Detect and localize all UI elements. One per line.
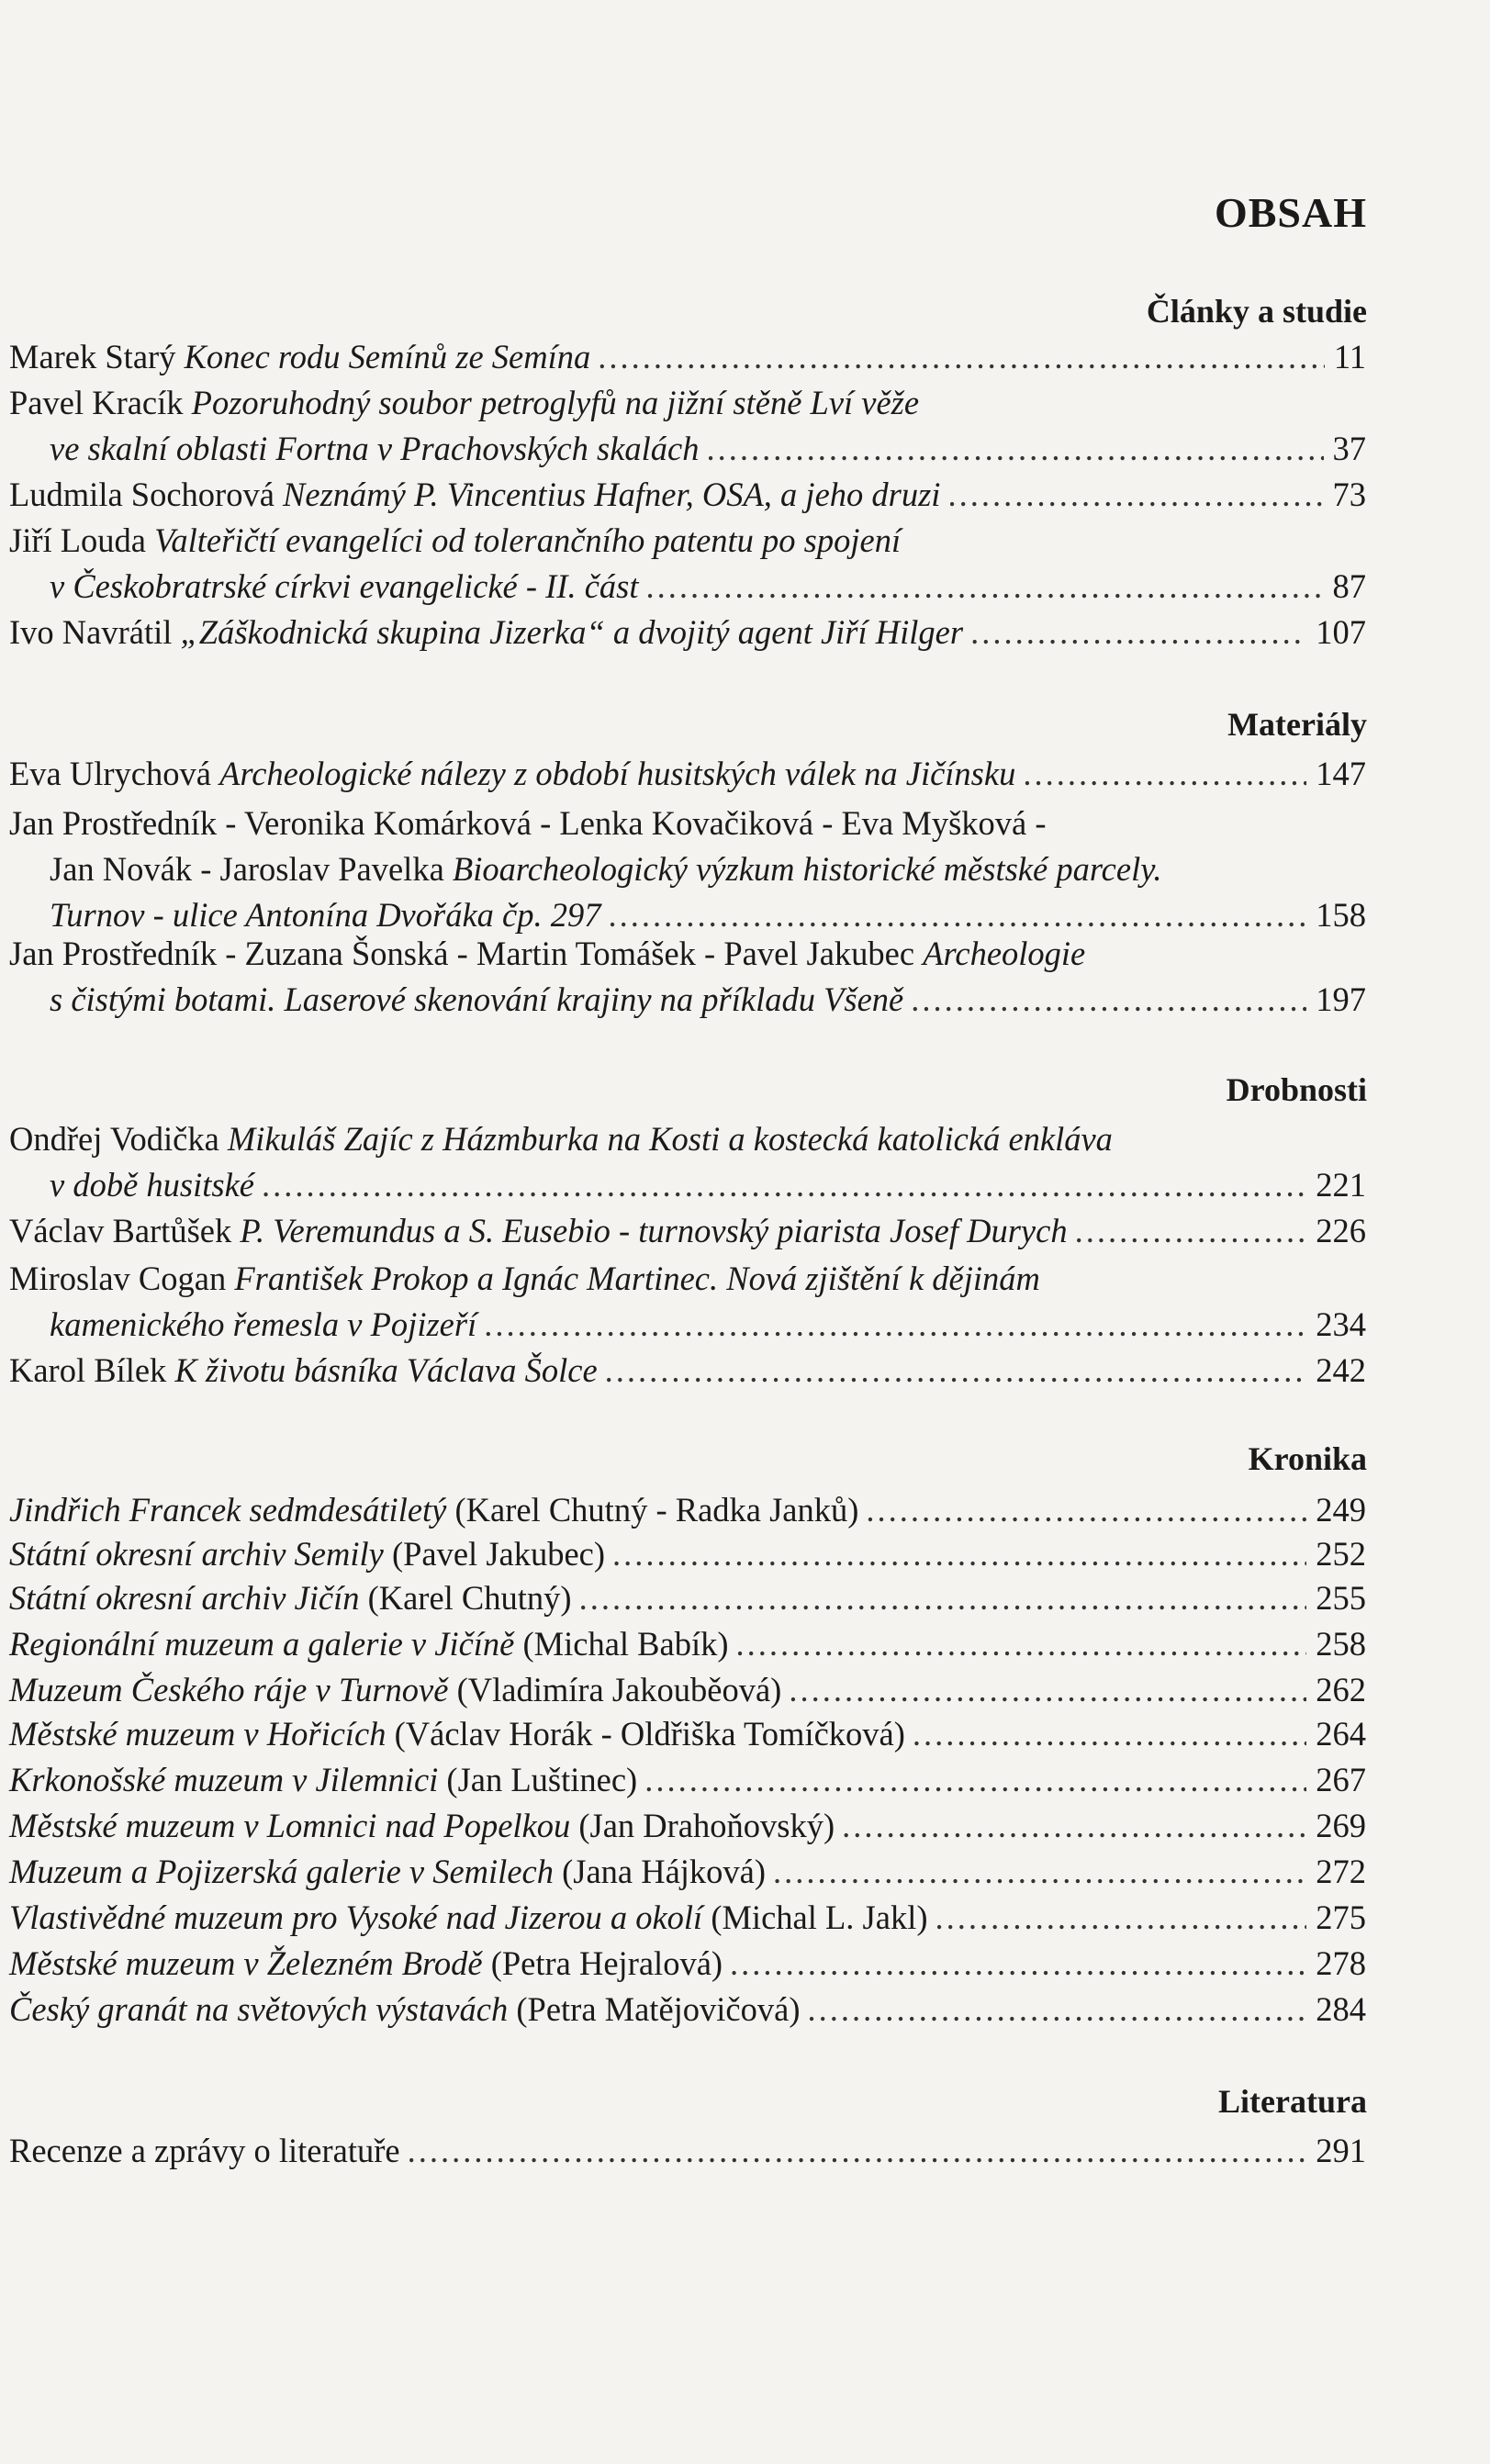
entry-author: (Michal L. Jakl) <box>702 1898 928 1936</box>
entry-page: 158 <box>1316 896 1366 934</box>
entry-author: Václav Bartůšek <box>9 1212 241 1249</box>
toc-entry-24 <box>9 1987 1366 2033</box>
toc-entry-5 <box>9 610 1366 655</box>
section-heading-materialy: Materiály <box>1227 706 1367 743</box>
entry-title-cont: kamenického řemesla v Pojizeří <box>50 1305 477 1343</box>
entry-page: 197 <box>1316 980 1366 1018</box>
toc-entry-19 <box>9 1757 1366 1803</box>
entry-author: Jan Prostředník - Zuzana Šonská - Martin Tomášek - Pavel Jakubec <box>9 935 924 972</box>
toc-entry-9 <box>9 1116 1366 1208</box>
entry-title: Bioarcheologický výzkum historické městské parcely. <box>452 850 1162 888</box>
entry-title: Český granát na světových výstavách <box>9 1990 509 2028</box>
entry-title: Muzeum Českého ráje v Turnově <box>9 1671 449 1708</box>
toc-entry-14 <box>9 1531 1366 1577</box>
entry-title: Státní okresní archiv Jičín <box>9 1579 360 1617</box>
entry-title: Recenze a zprávy o literatuře <box>9 2132 400 2169</box>
entry-author: (Václav Horák - Oldřiška Tomíčková) <box>386 1715 905 1753</box>
toc-entry-1 <box>9 334 1366 380</box>
entry-page: 275 <box>1316 1898 1366 1936</box>
entry-title: Regionální muzeum a galerie v Jičíně <box>9 1625 515 1663</box>
toc-entry-13 <box>9 1487 1366 1533</box>
entry-title: P. Veremundus a S. Eusebio - turnovský piarista Josef Durych <box>240 1212 1068 1249</box>
entry-title: Pozoruhodný soubor petroglyfů na jižní stěně Lví věže <box>191 384 920 421</box>
toc-entry-17 <box>9 1667 1366 1713</box>
entry-page: 226 <box>1316 1212 1366 1249</box>
entry-author: Jiří Louda <box>9 521 155 559</box>
entry-page: 291 <box>1316 2132 1366 2169</box>
entry-title: Jindřich Francek sedmdesátiletý <box>9 1491 447 1529</box>
entry-page: 262 <box>1316 1671 1366 1708</box>
entry-page: 258 <box>1316 1625 1366 1663</box>
entry-author: Marek Starý <box>9 338 185 375</box>
entry-page: 234 <box>1316 1305 1366 1343</box>
entry-title: Muzeum a Pojizerská galerie v Semilech <box>9 1853 554 1890</box>
toc-entry-7 <box>9 801 1366 938</box>
entry-title: Městské muzeum v Lomnici nad Popelkou <box>9 1807 571 1844</box>
toc-entry-15 <box>9 1575 1366 1621</box>
page-title: OBSAH <box>1214 189 1367 236</box>
entry-page: 284 <box>1316 1990 1366 2028</box>
entry-author: (Petra Hejralová) <box>482 1944 723 1982</box>
entry-page: 87 <box>1332 567 1366 605</box>
entry-authors: Jan Prostředník - Veronika Komárková - Lenka Kovačiková - Eva Myšková - <box>9 804 1047 842</box>
entry-author: (Karel Chutný - Radka Janků) <box>446 1491 859 1529</box>
entry-page: 11 <box>1333 338 1366 375</box>
toc-entry-25 <box>9 2128 1366 2174</box>
toc-entry-23 <box>9 1941 1366 1987</box>
entry-page: 269 <box>1316 1807 1366 1844</box>
entry-author: Ivo Navrátil <box>9 613 181 651</box>
toc-entry-21 <box>9 1849 1366 1895</box>
entry-title-cont: v době husitské <box>50 1166 254 1204</box>
entry-author: (Michal Babík) <box>514 1625 729 1663</box>
toc-entry-8 <box>9 931 1366 1023</box>
entry-page: 107 <box>1316 613 1366 651</box>
entry-title: František Prokop a Ignác Martinec. Nová zjištění k dějinám <box>234 1260 1040 1297</box>
section-heading-drobnosti: Drobnosti <box>1226 1071 1367 1108</box>
entry-page: 249 <box>1316 1491 1366 1529</box>
toc-entry-18 <box>9 1711 1366 1757</box>
entry-author: (Petra Matějovičová) <box>508 1990 801 2028</box>
entry-author: Pavel Kracík <box>9 384 192 421</box>
entry-page: 73 <box>1332 476 1366 513</box>
entry-title: Krkonošské muzeum v Jilemnici <box>9 1761 439 1798</box>
toc-entry-3 <box>9 472 1366 518</box>
entry-page: 255 <box>1316 1579 1366 1617</box>
entry-author: Eva Ulrychová <box>9 755 220 792</box>
section-heading-clanky: Články a studie <box>1146 293 1367 330</box>
entry-title-cont: Turnov - ulice Antonína Dvořáka čp. 297 <box>50 896 601 934</box>
entry-title: Mikuláš Zajíc z Házmburka na Kosti a kostecká katolická enkláva <box>227 1120 1113 1158</box>
section-heading-kronika: Kronika <box>1248 1440 1367 1477</box>
entry-title: Neznámý P. Vincentius Hafner, OSA, a jeho druzi <box>283 476 941 513</box>
entry-page: 278 <box>1316 1944 1366 1982</box>
entry-author: Miroslav Cogan <box>9 1260 235 1297</box>
entry-page: 147 <box>1316 755 1366 792</box>
toc-entry-22 <box>9 1895 1366 1941</box>
entry-author: Ludmila Sochorová <box>9 476 284 513</box>
entry-title-cont: ve skalní oblasti Fortna v Prachovských skalách <box>50 430 700 467</box>
entry-author: Jan Novák - Jaroslav Pavelka <box>50 850 453 888</box>
entry-title-cont: s čistými botami. Laserové skenování krajiny na příkladu Všeně <box>50 980 904 1018</box>
entry-title: Archeologie <box>923 935 1086 972</box>
entry-page: 242 <box>1316 1351 1366 1389</box>
toc-entry-6 <box>9 751 1366 797</box>
entry-title: „Záškodnická skupina Jizerka“ a dvojitý agent Jiří Hilger <box>180 613 964 651</box>
entry-author: (Jan Luštinec) <box>438 1761 638 1798</box>
entry-page: 264 <box>1316 1715 1366 1753</box>
entry-title: Archeologické nálezy z období husitských válek na Jičínsku <box>219 755 1016 792</box>
entry-author: (Vladimíra Jakouběová) <box>448 1671 782 1708</box>
toc-entry-10 <box>9 1208 1366 1254</box>
entry-title: Konec rodu Semínů ze Semína <box>184 338 591 375</box>
entry-author: Karol Bílek <box>9 1351 175 1389</box>
entry-page: 272 <box>1316 1853 1366 1890</box>
toc-entry-20 <box>9 1803 1366 1849</box>
toc-entry-2 <box>9 380 1366 472</box>
entry-author: Ondřej Vodička <box>9 1120 228 1158</box>
entry-title: Valteřičtí evangelíci od tolerančního patentu po spojení <box>154 521 902 559</box>
entry-title: Městské muzeum v Hořicích <box>9 1715 387 1753</box>
entry-title-cont: v Českobratrské církvi evangelické - II. část <box>50 567 639 605</box>
entry-title: Městské muzeum v Železném Brodě <box>9 1944 483 1982</box>
entry-author: (Karel Chutný) <box>359 1579 572 1617</box>
entry-title: Vlastivědné muzeum pro Vysoké nad Jizerou a okolí <box>9 1898 703 1936</box>
entry-page: 267 <box>1316 1761 1366 1798</box>
toc-entry-4 <box>9 518 1366 610</box>
section-heading-literatura: Literatura <box>1218 2083 1367 2120</box>
entry-title: K životu básníka Václava Šolce <box>174 1351 598 1389</box>
entry-title: Státní okresní archiv Semily <box>9 1535 384 1573</box>
entry-author: (Jana Hájková) <box>553 1853 767 1890</box>
entry-author: (Jan Drahoňovský) <box>570 1807 835 1844</box>
entry-page: 252 <box>1316 1535 1366 1573</box>
toc-entry-11 <box>9 1256 1366 1348</box>
entry-author: (Pavel Jakubec) <box>383 1535 606 1573</box>
toc-entry-16 <box>9 1621 1366 1667</box>
toc-entry-12 <box>9 1348 1366 1394</box>
entry-page: 221 <box>1316 1166 1366 1204</box>
entry-page: 37 <box>1332 430 1366 467</box>
